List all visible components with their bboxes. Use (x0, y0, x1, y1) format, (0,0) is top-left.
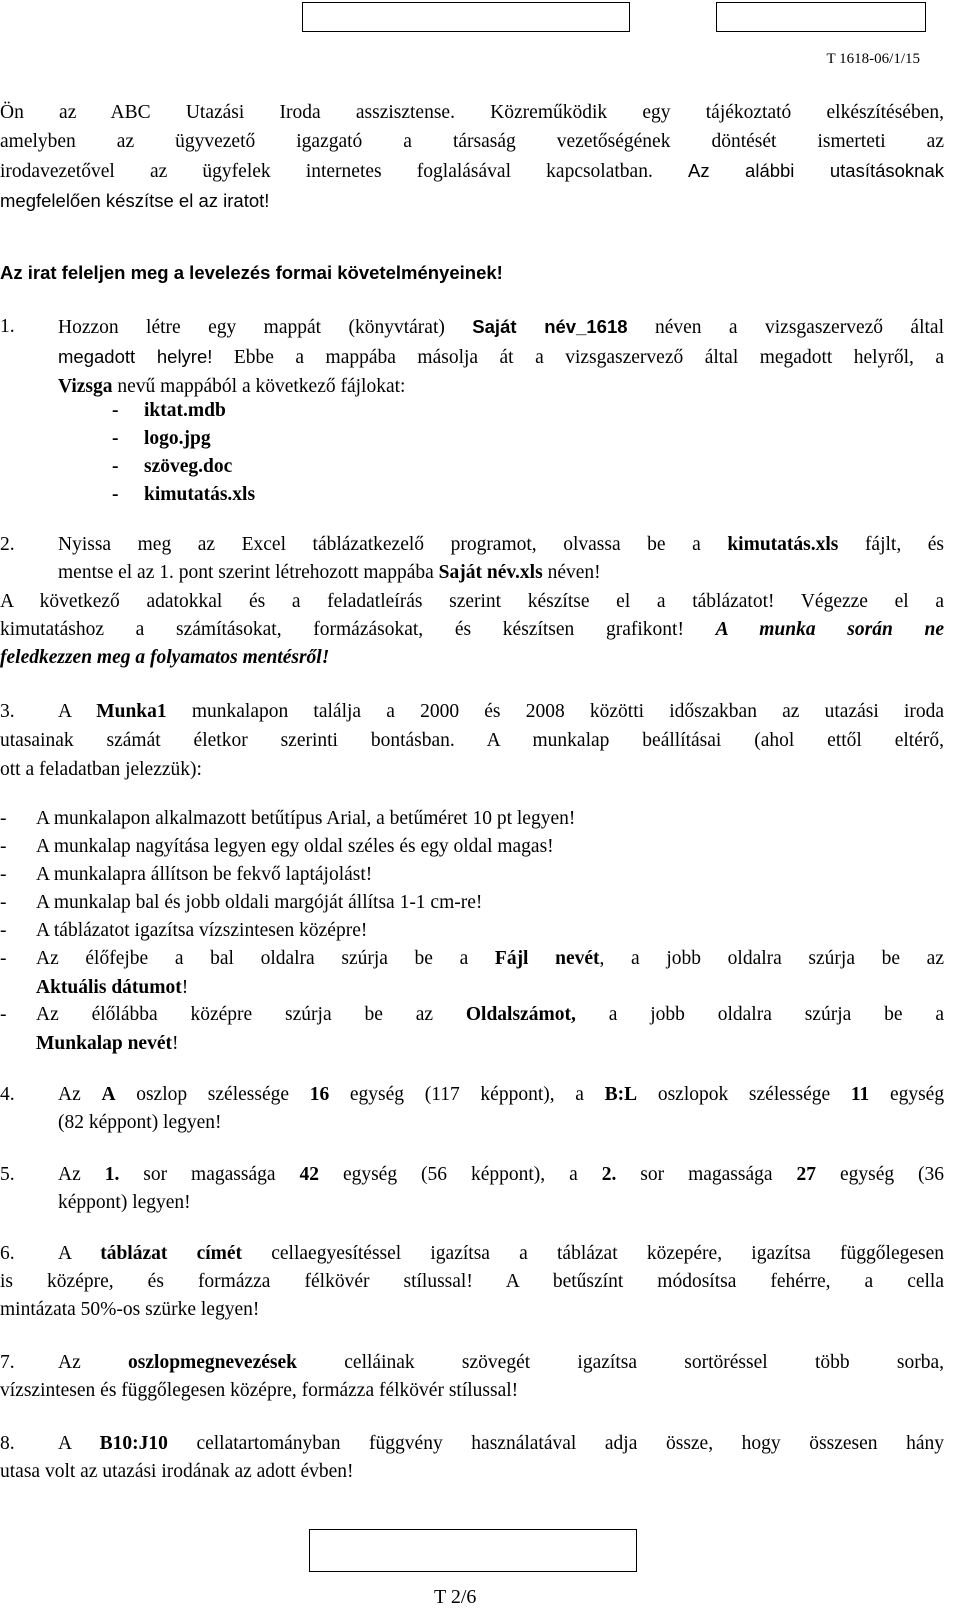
intro-paragraph (0, 98, 944, 215)
task-8-continued: utasa volt az utazási irodának az adott évben! (0, 1461, 354, 1482)
task-1-number: 1. (0, 316, 15, 337)
task-7-number: 7. (0, 1352, 15, 1373)
task-2-number: 2. (0, 534, 15, 555)
task-3-line-1: A Munka1 munkalapon találja a 2000 és 2008 közötti időszakban az utazási iroda (58, 701, 945, 722)
file-list-item: - logo.jpg (112, 428, 211, 449)
task-2-line-5: feledkezzen meg a folyamatos mentésről! (0, 647, 330, 668)
task-2-line-4: kimutatáshoz a számításokat, formázásokat, és készítsen grafikont! A munka során ne (0, 619, 945, 640)
task-4-number: 4. (0, 1084, 15, 1105)
file-list-item: - iktat.mdb (112, 400, 226, 421)
intro-line-5: megfelelően készítse el az iratot! (0, 190, 270, 211)
page-number: T 2/6 (434, 1586, 477, 1608)
task-6-number: 6. (0, 1243, 15, 1264)
footer-box (309, 1529, 637, 1572)
file-list-item: - kimutatás.xls (112, 484, 256, 505)
task-1-line-1: Hozzon létre egy mappát (könyvtárat) Saját név_1618 néven a vizsgaszervező által (58, 316, 944, 338)
header-box-left (302, 2, 630, 32)
task-3-number: 3. (0, 701, 15, 722)
task-3-continued (0, 726, 944, 784)
task-3-line-3: ott a feladatban jelezzük): (0, 759, 202, 780)
intro-line-2: amelyben az ügyvezető igazgató a társaság vezetőségének döntését ismerteti az (0, 131, 944, 152)
task-3-line-2: utasainak számát életkor szerinti bontásban. A munkalap beállításai (ahol ettől eltérő, (0, 730, 944, 751)
task-1-line-3: Vizsga nevű mappából a következő fájlokat: (58, 376, 406, 397)
format-notice: Az irat feleljen meg a levelezés formai követelményeinek! (0, 262, 503, 283)
task-2-line-1: Nyissa meg az Excel táblázatkezelő programot, olvassa be a kimutatás.xls fájlt, és (58, 534, 945, 555)
task-7-continued: vízszintesen és függőlegesen középre, formázza félkövér stílussal! (0, 1380, 519, 1401)
intro-line-3: irodavezetővel az ügyfelek internetes foglalásával kapcsolatban. Az alábbi utasításoknak (0, 160, 945, 182)
task-6-continued: is középre, és formázza félkövér stílussal! A betűszínt módosítsa fehérre, a cella mintázata 50%-os szürke legyen! (0, 1271, 944, 1320)
intro-line-1: Ön az ABC Utazási Iroda asszisztense. Közreműködik egy tájékoztató elkészítésében, (0, 102, 944, 123)
task-2-line-3: A következő adatokkal és a feladatleírás szerint készítse el a táblázatot! Végezze el a (0, 591, 944, 612)
task-5-number: 5. (0, 1164, 15, 1185)
file-list-item: - szöveg.doc (112, 456, 233, 477)
document-code: T 1618-06/1/15 (826, 51, 920, 67)
task-2-line-2: mentse el az 1. pont szerint létrehozott mappába Saját név.xls néven! (58, 562, 601, 583)
task-2-continued (0, 588, 944, 672)
header-box-right (716, 2, 926, 32)
task-8-number: 8. (0, 1433, 15, 1454)
task-1-line-2: megadott helyre! Ebbe a mappába másolja át a vizsgaszervező által megadott helyről, a (58, 346, 944, 368)
